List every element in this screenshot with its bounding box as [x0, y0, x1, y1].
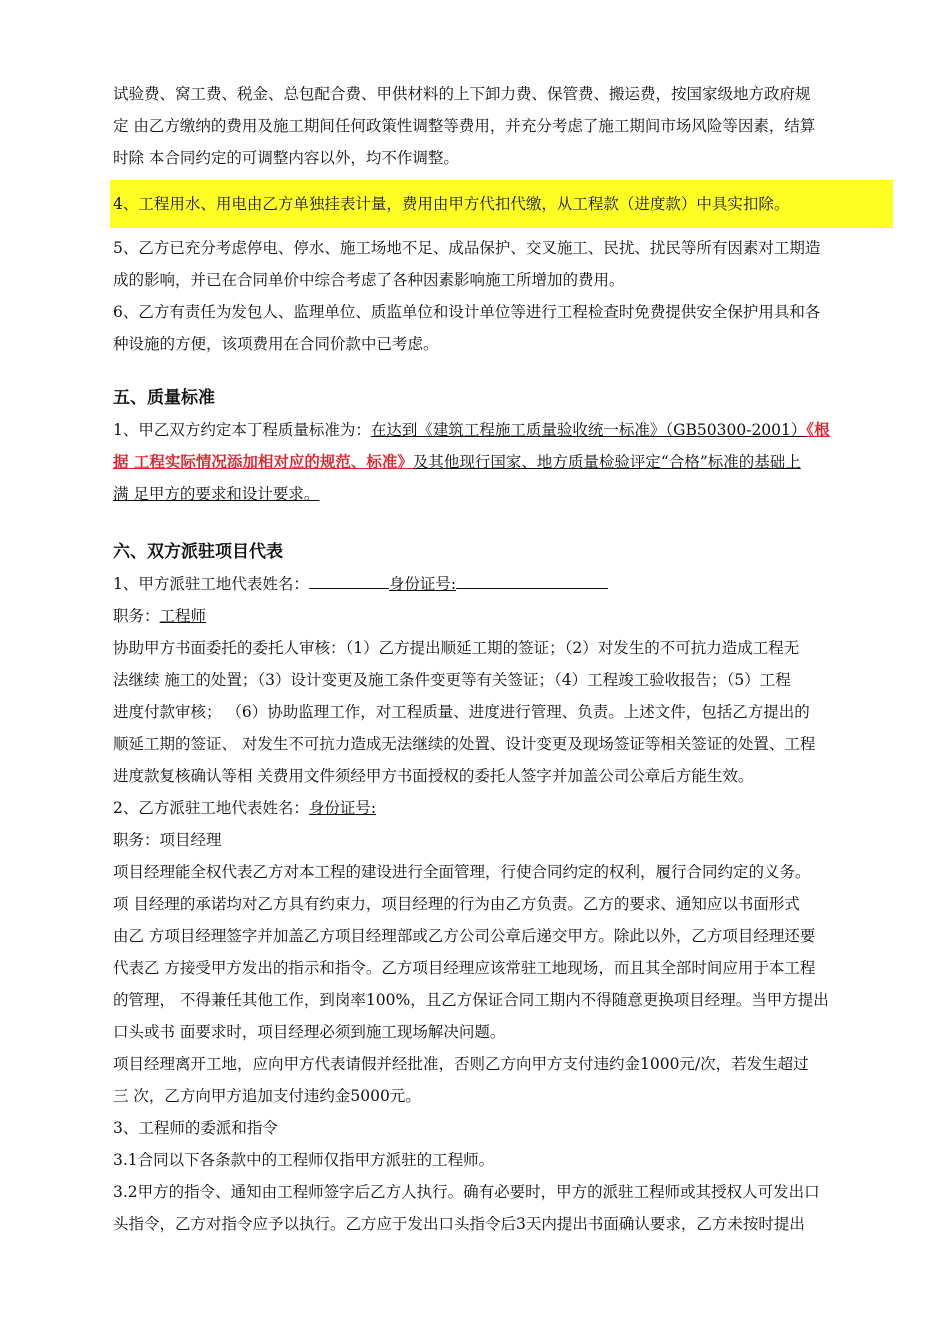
text-line: 试验费、窝工费、税金、总包配合费、甲供材料的上下卸力费、保管费、搬运费，按国家级地方政府规: [113, 85, 811, 103]
section-heading-representatives: 六、双方派驻项目代表: [113, 542, 283, 562]
text-line: 法继续 施工的处置；（3）设计变更及施工条件变更等有关签证；（4）工程竣工验收报告；（5）工程: [113, 671, 791, 689]
text-line: 种设施的方便，该项费用在合同价款中已考虑。: [113, 335, 439, 353]
text-line: [113, 446, 893, 478]
party-a-role: 工程师: [159, 607, 207, 625]
text-line: 项目经理离开工地，应向甲方代表请假并经批准，否则乙方向甲方支付违约金1000元/次，若发生超过: [113, 1055, 809, 1073]
item-6: [113, 296, 893, 360]
party-b-representative: [113, 792, 893, 1112]
quality-note-red: 《根: [806, 421, 830, 439]
text-line: 项目经理能全权代表乙方对本工程的建设进行全面管理，行使合同约定的权利，履行合同约定的义务。: [113, 863, 811, 881]
quality-standard-ref: 及其他现行国家、地方质量检验评定“合格”标准的基础上: [412, 453, 801, 471]
text-line: [113, 414, 893, 446]
text-line: 职务：项目经理: [113, 831, 222, 849]
text-line: 时除 本合同约定的可调整内容以外，均不作调整。: [113, 149, 459, 167]
party-a-id-label: 身份证号:: [388, 575, 457, 593]
quality-standard-ref: 在达到《建筑工程施工质量验收统一标准》（GB50300-2001）: [370, 421, 807, 439]
text-line: 6、乙方有责任为发包人、监理单位、质监单位和设计单位等进行工程检查时免费提供安全保护用具和各: [113, 303, 821, 321]
spacer: [113, 360, 893, 382]
text-line: 5、乙方已充分考虑停电、停水、施工场地不足、成品保护、交叉施工、民扰、扰民等所有因素对工期造: [113, 239, 821, 257]
item-5: [113, 232, 893, 296]
text-line: 定 由乙方缴纳的费用及施工期间任何政策性调整等费用，并充分考虑了施工期间市场风险等因素，结算: [113, 117, 816, 135]
highlighted-item-4: [110, 180, 893, 228]
text-line: [113, 568, 893, 600]
quality-standard-ref: 满 足甲方的要求和设计要求。: [113, 485, 320, 503]
paragraph-fees: [113, 78, 893, 174]
document-body: [113, 78, 893, 1240]
party-a-name-blank[interactable]: [309, 573, 389, 590]
text-line: 代表乙 方接受甲方发出的指示和指令。乙方项目经理应该常驻工地现场，而且其全部时间应用于本工程: [113, 959, 816, 977]
spacer: [113, 510, 893, 536]
text-line: 项 目经理的承诺均对乙方具有约束力，项目经理的行为由乙方负责。乙方的要求、通知应以书面形式: [113, 895, 800, 913]
text-line: [113, 792, 893, 824]
text-line: [113, 478, 893, 510]
quality-note-red: 据 工程实际情况添加相对应的规范、标准》: [113, 453, 413, 471]
text-line: 3.2甲方的指令、通知由工程师签字后乙方人执行。确有必要时，甲方的派驻工程师或其授权人可发出口: [113, 1183, 820, 1201]
quality-prefix: 1、甲乙双方约定本丁程质量标准为：: [113, 421, 371, 439]
party-a-role-prefix: 职务：: [113, 607, 160, 625]
party-b-name-label: 2、乙方派驻工地代表姓名：: [113, 799, 309, 817]
party-a-name-label: 1、甲方派驻工地代表姓名：: [113, 575, 309, 593]
text-line: 进度付款审核； （6）协助监理工作，对工程质量、进度进行管理、负责。上述文件，包括乙方提出的: [113, 703, 810, 721]
party-b-id-label: 身份证号:: [308, 799, 377, 817]
text-line: 4、工程用水、用电由乙方单独挂表计量，费用由甲方代扣代缴，从工程款（进度款）中具实扣除。: [113, 195, 790, 213]
engineer-assignment: [113, 1112, 893, 1240]
quality-standard-paragraph: [113, 414, 893, 510]
text-line: 成的影响，并已在合同单价中综合考虑了各种因素影响施工所增加的费用。: [113, 271, 625, 289]
text-line: 由乙 方项目经理签字并加盖乙方项目经理部或乙方公司公章后递交甲方。除此以外，乙方项目经理还要: [113, 927, 816, 945]
text-line: 3、工程师的委派和指令: [113, 1119, 278, 1137]
text-line: 进度款复核确认等相 关费用文件须经甲方书面授权的委托人签字并加盖公司公章后方能生效。: [113, 767, 754, 785]
party-a-representative: [113, 568, 893, 792]
text-line: 协助甲方书面委托的委托人审核：（1）乙方提出顺延工期的签证；（2）对发生的不可抗力造成工程无: [113, 639, 800, 657]
section-heading-quality: 五、质量标准: [113, 388, 215, 408]
party-a-id-blank[interactable]: [456, 573, 608, 590]
text-line: 口头或书 面要求时，项目经理必须到施工现场解决问题。: [113, 1023, 506, 1041]
text-line: 顺延工期的签证、 对发生不可抗力造成无法继续的处置、设计变更及现场签证等相关签证的处置、工程: [113, 735, 816, 753]
text-line: [113, 600, 893, 632]
text-line: 的管理， 不得兼任其他工作，到岗率100%，且乙方保证合同工期内不得随意更换项目经理。当甲方提出: [113, 991, 829, 1009]
text-line: 三 次，乙方向甲方追加支付违约金5000元。: [113, 1087, 421, 1105]
text-line: 3.1合同以下各条款中的工程师仅指甲方派驻的工程师。: [113, 1151, 495, 1169]
text-line: 头指令，乙方对指令应予以执行。乙方应于发出口头指令后3天内提出书面确认要求，乙方未按时提出: [113, 1215, 805, 1233]
